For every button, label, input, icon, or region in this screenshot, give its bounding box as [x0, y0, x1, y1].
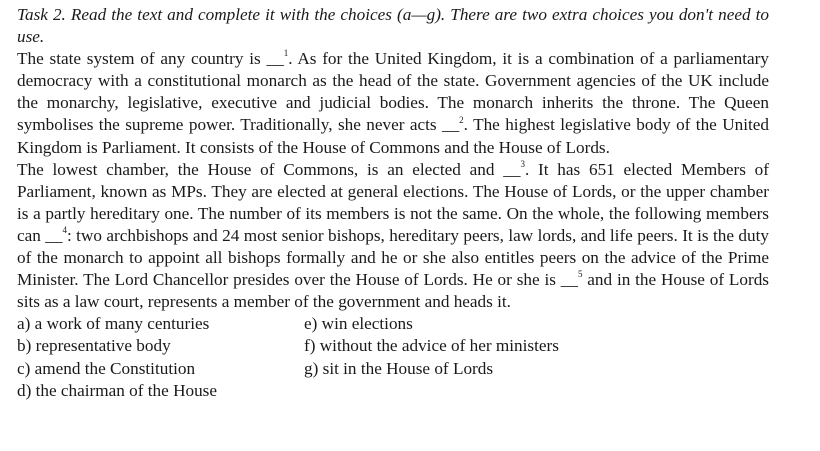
passage [17, 48, 769, 313]
gap-blank-1: __ [266, 49, 284, 69]
choice-text: representative body [35, 336, 171, 356]
choice-item [17, 335, 304, 357]
choice-item [17, 380, 304, 402]
choice-item [17, 313, 304, 335]
passage-text: The state system of any country is [17, 49, 267, 69]
choice-text: sit in the House of Lords [322, 358, 494, 378]
gap-number: 5 [577, 269, 583, 280]
document [17, 4, 769, 402]
choice-letter: a) [17, 314, 31, 334]
choice-text: the chairman of the House [35, 380, 217, 400]
choice-item [17, 358, 304, 380]
choice-item [304, 358, 769, 380]
gap-number: 3 [520, 158, 525, 169]
choice-item [304, 313, 769, 335]
choice-letter: c) [17, 358, 31, 378]
choice-item [304, 335, 769, 357]
gap-blank-2: __ [441, 115, 460, 135]
choices-list [17, 313, 769, 401]
choice-text: win elections [321, 314, 413, 334]
choice-text: without the advice of her ministers [319, 336, 559, 356]
gap-number: 4 [62, 225, 67, 236]
passage-text: and in the House of Lords sits as a law court, represents a member of the government and heads it. [17, 270, 769, 312]
gap-blank-4: __ [45, 225, 63, 245]
gap-blank-3: __ [503, 159, 521, 179]
choice-letter: g) [304, 358, 319, 378]
choice-letter: d) [17, 380, 32, 400]
passage-text: . As for the United Kingdom, it is a combination of a parliamentary democracy with a constitutional monarch as the head of the state. Government agencies of the UK include the monarchy, legislative, executive and judicial bodies. The monarch inherits the throne. The Queen symbolises the supreme power. Traditionally, she never acts [17, 49, 769, 135]
passage-text: . It has 651 elected Members of Parliament, known as MPs. They are elected at general elections. The House of Lords, or the upper chamber is a partly hereditary one. The number of its members is not the same. On the whole, the following members can [17, 159, 769, 245]
passage-text: The lowest chamber, the House of Commons, is an elected and [17, 159, 504, 179]
passage-text: . The highest legislative body of the United Kingdom is Parliament. It consists of the House of Commons and the House of Lords. [17, 115, 769, 157]
choice-text: amend the Constitution [34, 358, 196, 378]
gap-number: 2 [459, 114, 464, 125]
choice-text: a work of many centuries [34, 314, 210, 334]
gap-blank-5: __ [560, 270, 578, 290]
passage-paragraph [17, 159, 769, 314]
gap-number: 1 [283, 48, 289, 59]
passage-text: : two archbishops and 24 most senior bishops, hereditary peers, law lords, and life peers. It is the duty of the monarch to appoint all bishops formally and he or she also entitles peers on the advice of the Prime Minister. The Lord Chancellor presides over the House of Lords. He or she is [17, 225, 769, 290]
choice-letter: f) [304, 336, 316, 356]
passage-paragraph [17, 48, 769, 158]
task-instruction: Task 2. Read the text and complete it with the choices (a—g). There are two extra choices you don't need to use. [17, 5, 769, 47]
choice-letter: b) [17, 336, 32, 356]
choice-letter: e) [304, 314, 318, 334]
